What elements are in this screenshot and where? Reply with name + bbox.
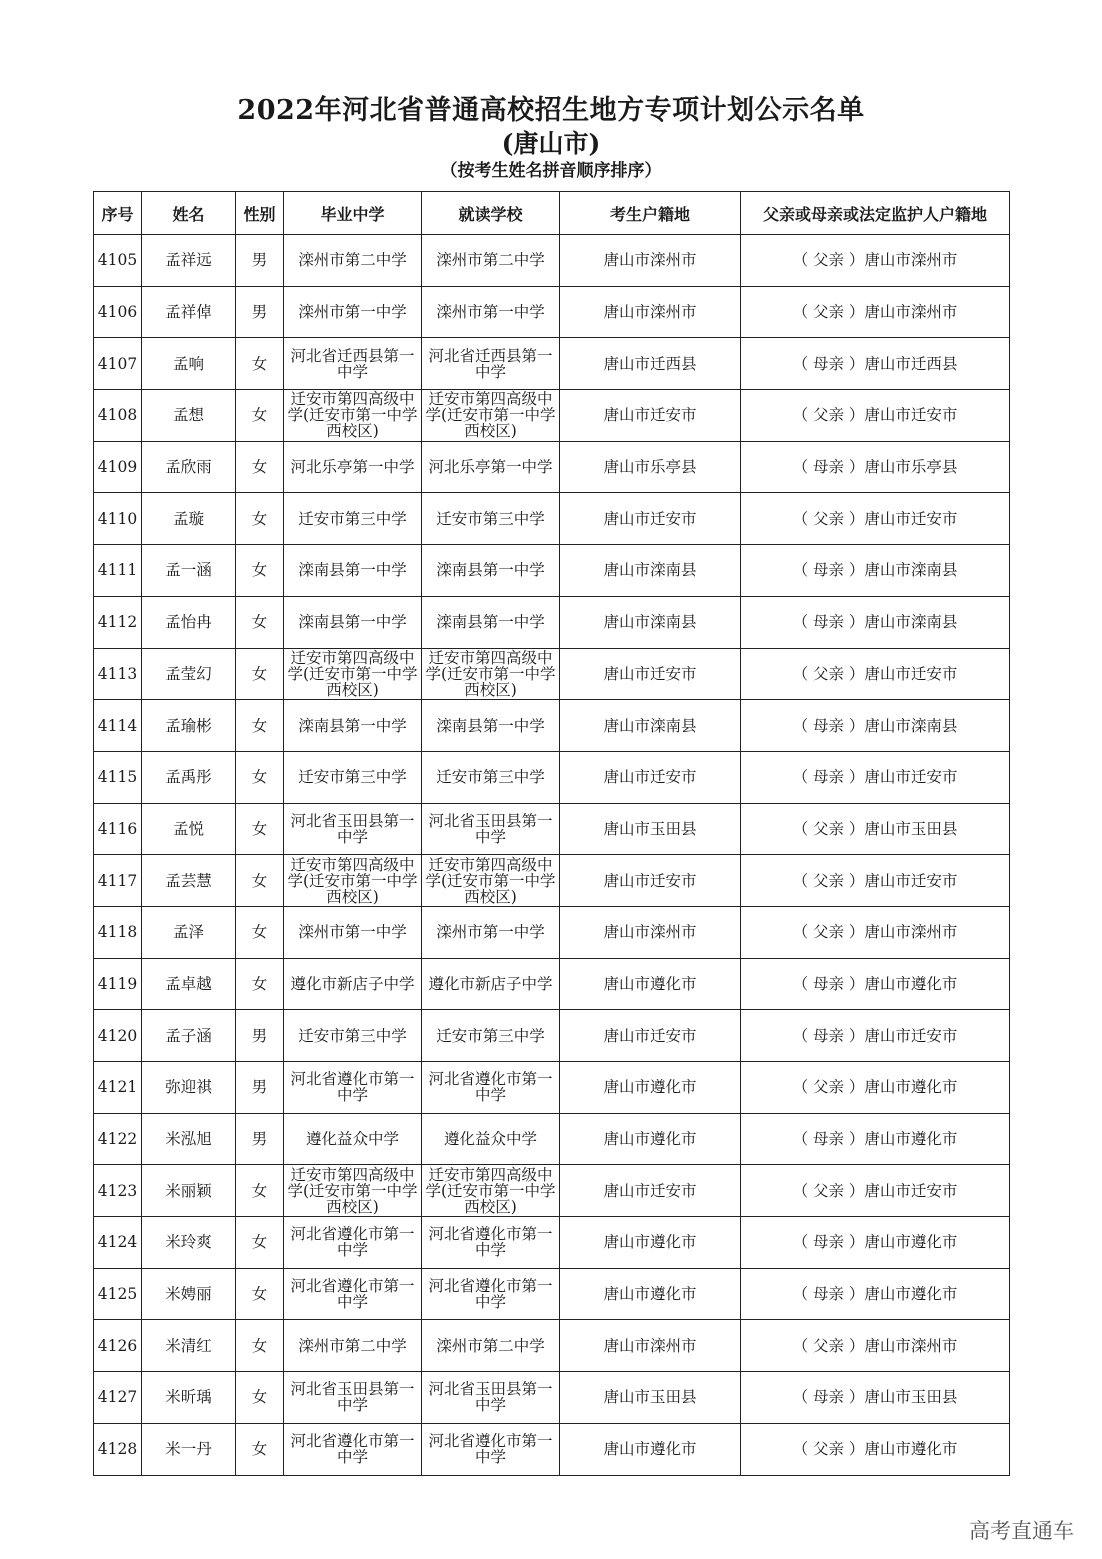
cell-serial: 4115: [94, 751, 142, 803]
cell-current-school: 河北省遵化市第一中学: [422, 1062, 560, 1114]
cell-serial: 4112: [94, 596, 142, 648]
cell-graduated-school: 河北省遵化市第一中学: [284, 1268, 422, 1320]
cell-graduated-school: 遵化益众中学: [284, 1113, 422, 1165]
cell-current-school: 迁安市第三中学: [422, 751, 560, 803]
cell-name: 米昕瑀: [142, 1372, 236, 1424]
cell-name: 孟响: [142, 338, 236, 390]
cell-graduated-school: 河北省遵化市第一中学: [284, 1062, 422, 1114]
cell-gender: 女: [236, 1165, 284, 1217]
cell-serial: 4111: [94, 545, 142, 597]
cell-guardian-hukou: （ 父亲 ）唐山市滦州市: [741, 906, 1010, 958]
cell-current-school: 河北省玉田县第一中学: [422, 803, 560, 855]
cell-name: 孟一涵: [142, 545, 236, 597]
cell-gender: 女: [236, 493, 284, 545]
cell-guardian-hukou: （ 母亲 ）唐山市滦南县: [741, 596, 1010, 648]
table-row: [94, 1268, 1010, 1320]
cell-graduated-school: 河北省遵化市第一中学: [284, 1423, 422, 1475]
cell-guardian-hukou: （ 父亲 ）唐山市迁安市: [741, 1165, 1010, 1217]
cell-student-hukou: 唐山市滦州市: [560, 286, 741, 338]
cell-gender: 男: [236, 1010, 284, 1062]
cell-guardian-hukou: （ 母亲 ）唐山市遵化市: [741, 1113, 1010, 1165]
column-header-current-school: 就读学校: [422, 192, 560, 235]
cell-graduated-school: 滦州市第一中学: [284, 286, 422, 338]
cell-graduated-school: 滦州市第二中学: [284, 1320, 422, 1372]
column-header-graduated-school: 毕业中学: [284, 192, 422, 235]
cell-serial: 4122: [94, 1113, 142, 1165]
cell-serial: 4120: [94, 1010, 142, 1062]
cell-student-hukou: 唐山市滦南县: [560, 545, 741, 597]
cell-gender: 女: [236, 441, 284, 493]
cell-student-hukou: 唐山市迁安市: [560, 648, 741, 700]
cell-current-school: 河北省遵化市第一中学: [422, 1268, 560, 1320]
cell-name: 米丽颖: [142, 1165, 236, 1217]
cell-gender: 女: [236, 390, 284, 442]
cell-guardian-hukou: （ 母亲 ）唐山市滦南县: [741, 700, 1010, 752]
cell-graduated-school: 遵化市新店子中学: [284, 958, 422, 1010]
cell-guardian-hukou: （ 父亲 ）唐山市滦州市: [741, 286, 1010, 338]
cell-current-school: 迁安市第四高级中学(迁安市第一中学西校区): [422, 855, 560, 907]
cell-student-hukou: 唐山市滦州市: [560, 1320, 741, 1372]
table-row: [94, 855, 1010, 907]
cell-gender: 男: [236, 286, 284, 338]
cell-gender: 女: [236, 338, 284, 390]
cell-guardian-hukou: （ 父亲 ）唐山市迁安市: [741, 855, 1010, 907]
cell-graduated-school: 滦南县第一中学: [284, 596, 422, 648]
cell-guardian-hukou: （ 母亲 ）唐山市迁安市: [741, 751, 1010, 803]
cell-graduated-school: 滦南县第一中学: [284, 700, 422, 752]
cell-serial: 4109: [94, 441, 142, 493]
cell-graduated-school: 河北省遵化市第一中学: [284, 1217, 422, 1269]
cell-current-school: 河北乐亭第一中学: [422, 441, 560, 493]
cell-serial: 4125: [94, 1268, 142, 1320]
cell-gender: 男: [236, 235, 284, 287]
admission-list-table: [93, 191, 1010, 1476]
cell-gender: 女: [236, 1423, 284, 1475]
table-row: [94, 1062, 1010, 1114]
table-row: [94, 1165, 1010, 1217]
cell-current-school: 河北省遵化市第一中学: [422, 1423, 560, 1475]
cell-student-hukou: 唐山市遵化市: [560, 1062, 741, 1114]
cell-name: 孟祥倬: [142, 286, 236, 338]
table-row: [94, 648, 1010, 700]
cell-name: 米娉丽: [142, 1268, 236, 1320]
cell-graduated-school: 河北乐亭第一中学: [284, 441, 422, 493]
column-header-gender: 性别: [236, 192, 284, 235]
cell-graduated-school: 迁安市第三中学: [284, 493, 422, 545]
cell-guardian-hukou: （ 父亲 ）唐山市遵化市: [741, 1062, 1010, 1114]
cell-current-school: 滦州市第一中学: [422, 906, 560, 958]
cell-gender: 女: [236, 958, 284, 1010]
cell-guardian-hukou: （ 父亲 ）唐山市迁安市: [741, 493, 1010, 545]
table-body: [94, 235, 1010, 1476]
cell-name: 孟璇: [142, 493, 236, 545]
cell-current-school: 滦南县第一中学: [422, 700, 560, 752]
cell-current-school: 遵化益众中学: [422, 1113, 560, 1165]
cell-graduated-school: 滦州市第二中学: [284, 235, 422, 287]
cell-gender: 女: [236, 700, 284, 752]
cell-student-hukou: 唐山市迁安市: [560, 855, 741, 907]
cell-name: 孟怡冉: [142, 596, 236, 648]
cell-serial: 4114: [94, 700, 142, 752]
cell-name: 孟想: [142, 390, 236, 442]
cell-graduated-school: 河北省玉田县第一中学: [284, 803, 422, 855]
cell-name: 米泓旭: [142, 1113, 236, 1165]
cell-serial: 4108: [94, 390, 142, 442]
cell-serial: 4126: [94, 1320, 142, 1372]
column-header-guardian-hukou: 父亲或母亲或法定监护人户籍地: [741, 192, 1010, 235]
cell-graduated-school: 迁安市第四高级中学(迁安市第一中学西校区): [284, 390, 422, 442]
table-row: [94, 1010, 1010, 1062]
cell-serial: 4106: [94, 286, 142, 338]
table-row: [94, 1113, 1010, 1165]
cell-serial: 4123: [94, 1165, 142, 1217]
cell-current-school: 河北省遵化市第一中学: [422, 1217, 560, 1269]
cell-guardian-hukou: （ 父亲 ）唐山市迁安市: [741, 648, 1010, 700]
cell-gender: 女: [236, 906, 284, 958]
cell-guardian-hukou: （ 母亲 ）唐山市滦南县: [741, 545, 1010, 597]
cell-student-hukou: 唐山市迁安市: [560, 390, 741, 442]
cell-student-hukou: 唐山市乐亭县: [560, 441, 741, 493]
page-subtitle: (唐山市): [501, 129, 601, 158]
cell-current-school: 遵化市新店子中学: [422, 958, 560, 1010]
cell-serial: 4128: [94, 1423, 142, 1475]
cell-gender: 女: [236, 545, 284, 597]
table-header-row: [94, 192, 1010, 235]
cell-graduated-school: 迁安市第四高级中学(迁安市第一中学西校区): [284, 648, 422, 700]
cell-gender: 女: [236, 751, 284, 803]
cell-serial: 4117: [94, 855, 142, 907]
cell-name: 孟芸慧: [142, 855, 236, 907]
cell-student-hukou: 唐山市遵化市: [560, 958, 741, 1010]
cell-current-school: 迁安市第四高级中学(迁安市第一中学西校区): [422, 390, 560, 442]
cell-student-hukou: 唐山市遵化市: [560, 1113, 741, 1165]
cell-name: 孟卓越: [142, 958, 236, 1010]
cell-serial: 4119: [94, 958, 142, 1010]
cell-student-hukou: 唐山市玉田县: [560, 803, 741, 855]
cell-name: 孟子涵: [142, 1010, 236, 1062]
cell-current-school: 滦州市第一中学: [422, 286, 560, 338]
cell-student-hukou: 唐山市滦南县: [560, 700, 741, 752]
cell-serial: 4110: [94, 493, 142, 545]
sort-note: （按考生姓名拼音顺序排序）: [440, 161, 662, 181]
cell-gender: 男: [236, 1062, 284, 1114]
cell-student-hukou: 唐山市滦州市: [560, 235, 741, 287]
cell-student-hukou: 唐山市迁安市: [560, 751, 741, 803]
cell-guardian-hukou: （ 母亲 ）唐山市玉田县: [741, 1372, 1010, 1424]
cell-current-school: 河北省迁西县第一中学: [422, 338, 560, 390]
table-row: [94, 235, 1010, 287]
cell-name: 米玲爽: [142, 1217, 236, 1269]
cell-name: 米一丹: [142, 1423, 236, 1475]
table-row: [94, 545, 1010, 597]
cell-student-hukou: 唐山市遵化市: [560, 1217, 741, 1269]
cell-graduated-school: 河北省玉田县第一中学: [284, 1372, 422, 1424]
column-header-serial: 序号: [94, 192, 142, 235]
cell-serial: 4107: [94, 338, 142, 390]
table-row: [94, 390, 1010, 442]
cell-serial: 4116: [94, 803, 142, 855]
cell-gender: 女: [236, 596, 284, 648]
table-row: [94, 1217, 1010, 1269]
table-row: [94, 1372, 1010, 1424]
cell-current-school: 滦州市第二中学: [422, 235, 560, 287]
cell-student-hukou: 唐山市迁安市: [560, 493, 741, 545]
cell-student-hukou: 唐山市迁安市: [560, 1165, 741, 1217]
cell-current-school: 迁安市第四高级中学(迁安市第一中学西校区): [422, 1165, 560, 1217]
cell-gender: 女: [236, 1372, 284, 1424]
cell-guardian-hukou: （ 父亲 ）唐山市遵化市: [741, 1423, 1010, 1475]
cell-graduated-school: 河北省迁西县第一中学: [284, 338, 422, 390]
cell-current-school: 迁安市第三中学: [422, 493, 560, 545]
table-row: [94, 958, 1010, 1010]
page-title: 2022年河北省普通高校招生地方专项计划公示名单: [237, 95, 865, 126]
cell-graduated-school: 迁安市第三中学: [284, 1010, 422, 1062]
cell-serial: 4113: [94, 648, 142, 700]
cell-guardian-hukou: （ 母亲 ）唐山市迁安市: [741, 1010, 1010, 1062]
cell-student-hukou: 唐山市遵化市: [560, 1423, 741, 1475]
table-row: [94, 803, 1010, 855]
cell-guardian-hukou: （ 父亲 ）唐山市迁安市: [741, 390, 1010, 442]
table-row: [94, 906, 1010, 958]
column-header-name: 姓名: [142, 192, 236, 235]
cell-name: 孟莹幻: [142, 648, 236, 700]
cell-gender: 女: [236, 803, 284, 855]
cell-current-school: 迁安市第三中学: [422, 1010, 560, 1062]
cell-name: 孟泽: [142, 906, 236, 958]
cell-guardian-hukou: （ 父亲 ）唐山市滦州市: [741, 235, 1010, 287]
cell-graduated-school: 迁安市第三中学: [284, 751, 422, 803]
cell-current-school: 滦州市第二中学: [422, 1320, 560, 1372]
table-row: [94, 338, 1010, 390]
cell-serial: 4121: [94, 1062, 142, 1114]
cell-student-hukou: 唐山市滦南县: [560, 596, 741, 648]
cell-gender: 女: [236, 648, 284, 700]
cell-student-hukou: 唐山市玉田县: [560, 1372, 741, 1424]
cell-gender: 女: [236, 1320, 284, 1372]
table-row: [94, 596, 1010, 648]
table-row: [94, 493, 1010, 545]
cell-guardian-hukou: （ 母亲 ）唐山市遵化市: [741, 958, 1010, 1010]
cell-gender: 男: [236, 1113, 284, 1165]
table-row: [94, 441, 1010, 493]
watermark: 高考直通车: [969, 1519, 1074, 1543]
cell-name: 孟欣雨: [142, 441, 236, 493]
cell-current-school: 滦南县第一中学: [422, 545, 560, 597]
cell-name: 孟悦: [142, 803, 236, 855]
cell-current-school: 河北省玉田县第一中学: [422, 1372, 560, 1424]
table-row: [94, 286, 1010, 338]
cell-current-school: 迁安市第四高级中学(迁安市第一中学西校区): [422, 648, 560, 700]
cell-graduated-school: 滦南县第一中学: [284, 545, 422, 597]
cell-student-hukou: 唐山市迁西县: [560, 338, 741, 390]
cell-serial: 4118: [94, 906, 142, 958]
cell-gender: 女: [236, 1268, 284, 1320]
cell-serial: 4124: [94, 1217, 142, 1269]
table-row: [94, 1423, 1010, 1475]
table-row: [94, 700, 1010, 752]
table-row: [94, 1320, 1010, 1372]
cell-graduated-school: 滦州市第一中学: [284, 906, 422, 958]
cell-guardian-hukou: （ 母亲 ）唐山市遵化市: [741, 1217, 1010, 1269]
cell-serial: 4127: [94, 1372, 142, 1424]
cell-guardian-hukou: （ 母亲 ）唐山市迁西县: [741, 338, 1010, 390]
cell-name: 孟祥远: [142, 235, 236, 287]
cell-name: 孟瑜彬: [142, 700, 236, 752]
table-row: [94, 751, 1010, 803]
cell-student-hukou: 唐山市遵化市: [560, 1268, 741, 1320]
cell-name: 孟禹彤: [142, 751, 236, 803]
cell-guardian-hukou: （ 母亲 ）唐山市遵化市: [741, 1268, 1010, 1320]
cell-graduated-school: 迁安市第四高级中学(迁安市第一中学西校区): [284, 1165, 422, 1217]
cell-guardian-hukou: （ 父亲 ）唐山市滦州市: [741, 1320, 1010, 1372]
column-header-student-hukou: 考生户籍地: [560, 192, 741, 235]
cell-current-school: 滦南县第一中学: [422, 596, 560, 648]
cell-guardian-hukou: （ 父亲 ）唐山市玉田县: [741, 803, 1010, 855]
cell-gender: 女: [236, 1217, 284, 1269]
cell-student-hukou: 唐山市滦州市: [560, 906, 741, 958]
cell-gender: 女: [236, 855, 284, 907]
cell-name: 米清红: [142, 1320, 236, 1372]
cell-serial: 4105: [94, 235, 142, 287]
cell-student-hukou: 唐山市迁安市: [560, 1010, 741, 1062]
cell-name: 弥迎祺: [142, 1062, 236, 1114]
cell-guardian-hukou: （ 母亲 ）唐山市乐亭县: [741, 441, 1010, 493]
cell-graduated-school: 迁安市第四高级中学(迁安市第一中学西校区): [284, 855, 422, 907]
